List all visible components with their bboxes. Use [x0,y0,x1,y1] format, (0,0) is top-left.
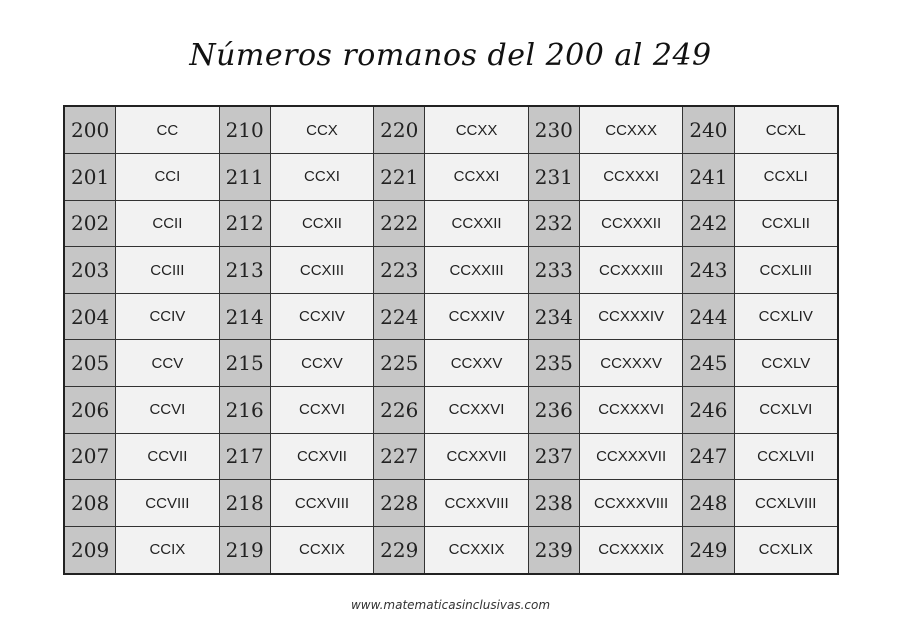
arabic-number-cell: 249 [683,526,734,574]
table-row [64,247,838,294]
roman-numeral-cell: CCXXXIX [579,526,682,574]
arabic-number-cell: 242 [683,200,734,247]
page-title: Números romanos del 200 al 249 [189,38,712,73]
table-row [64,106,838,154]
arabic-number-cell: 238 [528,480,579,527]
roman-numeral-cell: CCXXIX [425,526,528,574]
roman-numeral-cell: CCIX [116,526,219,574]
roman-numeral-cell: CCXLV [734,340,838,387]
arabic-number-cell: 246 [683,387,734,434]
roman-numeral-cell: CCXV [270,340,373,387]
arabic-number-cell: 210 [219,106,270,154]
arabic-number-cell: 230 [528,106,579,154]
roman-numeral-cell: CCXLVI [734,387,838,434]
roman-numeral-cell: CCIII [116,247,219,294]
roman-numeral-cell: CCI [116,154,219,201]
arabic-number-cell: 219 [219,526,270,574]
roman-numeral-cell: CCXXXVII [579,433,682,480]
arabic-number-cell: 209 [64,526,116,574]
arabic-number-cell: 225 [374,340,425,387]
roman-numeral-cell: CCXVI [270,387,373,434]
table-row [64,387,838,434]
roman-numeral-cell: CCXLII [734,200,838,247]
roman-numeral-cell: CCXXVII [425,433,528,480]
roman-numeral-cell: CCXXIII [425,247,528,294]
arabic-number-cell: 241 [683,154,734,201]
arabic-number-cell: 240 [683,106,734,154]
roman-numeral-cell: CCXL [734,106,838,154]
roman-numeral-cell: CCX [270,106,373,154]
roman-numeral-cell: CCXIV [270,293,373,340]
roman-numeral-cell: CCXXI [425,154,528,201]
arabic-number-cell: 217 [219,433,270,480]
arabic-number-cell: 222 [374,200,425,247]
table-row [64,433,838,480]
roman-numeral-cell: CCXXVI [425,387,528,434]
table-row [64,340,838,387]
arabic-number-cell: 228 [374,480,425,527]
roman-numeral-cell: CCXXXVIII [579,480,682,527]
arabic-number-cell: 216 [219,387,270,434]
roman-numeral-cell: CCXXXVI [579,387,682,434]
arabic-number-cell: 248 [683,480,734,527]
arabic-number-cell: 215 [219,340,270,387]
arabic-number-cell: 214 [219,293,270,340]
roman-numeral-cell: CCXXIV [425,293,528,340]
arabic-number-cell: 234 [528,293,579,340]
arabic-number-cell: 239 [528,526,579,574]
arabic-number-cell: 212 [219,200,270,247]
roman-numeral-cell: CCXXV [425,340,528,387]
arabic-number-cell: 236 [528,387,579,434]
arabic-number-cell: 231 [528,154,579,201]
roman-numeral-cell: CCXXXIII [579,247,682,294]
arabic-number-cell: 221 [374,154,425,201]
roman-numeral-cell: CCIV [116,293,219,340]
roman-numeral-cell: CCVII [116,433,219,480]
arabic-number-cell: 207 [64,433,116,480]
arabic-number-cell: 202 [64,200,116,247]
roman-numeral-cell: CCXII [270,200,373,247]
arabic-number-cell: 203 [64,247,116,294]
table-body [64,106,838,574]
table-row [64,200,838,247]
table-row [64,293,838,340]
arabic-number-cell: 244 [683,293,734,340]
roman-numeral-cell: CCXXXIV [579,293,682,340]
arabic-number-cell: 200 [64,106,116,154]
roman-numeral-cell: CCXVIII [270,480,373,527]
roman-numeral-cell: CCXXXII [579,200,682,247]
arabic-number-cell: 220 [374,106,425,154]
roman-numeral-cell: CCXXXI [579,154,682,201]
arabic-number-cell: 237 [528,433,579,480]
arabic-number-cell: 218 [219,480,270,527]
arabic-number-cell: 208 [64,480,116,527]
roman-numeral-cell: CCVI [116,387,219,434]
roman-numeral-cell: CCXXVIII [425,480,528,527]
arabic-number-cell: 201 [64,154,116,201]
arabic-number-cell: 245 [683,340,734,387]
roman-numeral-cell: CCVIII [116,480,219,527]
roman-numeral-cell: CCXLIII [734,247,838,294]
table-row [64,480,838,527]
roman-numeral-cell: CCXXX [579,106,682,154]
table-row [64,526,838,574]
arabic-number-cell: 224 [374,293,425,340]
arabic-number-cell: 233 [528,247,579,294]
website-footer: www.matematicasinclusivas.com [350,598,551,612]
roman-numeral-cell: CCXIX [270,526,373,574]
arabic-number-cell: 243 [683,247,734,294]
roman-numeral-cell: CCXIII [270,247,373,294]
arabic-number-cell: 205 [64,340,116,387]
roman-numeral-cell: CCXLI [734,154,838,201]
roman-numeral-cell: CCXLIX [734,526,838,574]
roman-numeral-cell: CCXXII [425,200,528,247]
arabic-number-cell: 213 [219,247,270,294]
roman-numeral-cell: CCXVII [270,433,373,480]
roman-numeral-cell: CCXXXV [579,340,682,387]
arabic-number-cell: 223 [374,247,425,294]
arabic-number-cell: 235 [528,340,579,387]
roman-numeral-cell: CC [116,106,219,154]
arabic-number-cell: 229 [374,526,425,574]
arabic-number-cell: 211 [219,154,270,201]
arabic-number-cell: 206 [64,387,116,434]
roman-numeral-cell: CCXLVIII [734,480,838,527]
arabic-number-cell: 227 [374,433,425,480]
roman-numeral-cell: CCXX [425,106,528,154]
roman-numeral-cell: CCXI [270,154,373,201]
roman-numerals-table [63,105,839,575]
arabic-number-cell: 226 [374,387,425,434]
roman-numeral-cell: CCXLIV [734,293,838,340]
roman-numeral-cell: CCII [116,200,219,247]
roman-numeral-cell: CCV [116,340,219,387]
arabic-number-cell: 204 [64,293,116,340]
roman-numeral-cell: CCXLVII [734,433,838,480]
arabic-number-cell: 247 [683,433,734,480]
table-row [64,154,838,201]
arabic-number-cell: 232 [528,200,579,247]
